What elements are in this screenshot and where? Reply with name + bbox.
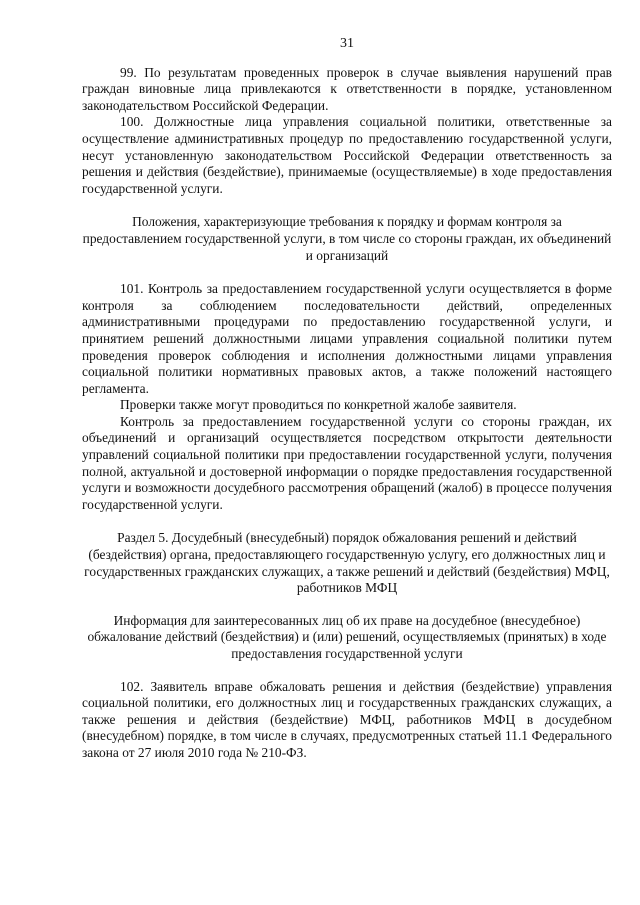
paragraph-101-citizens-control: Контроль за предоставлением государственной услуги со стороны граждан, их объединений и организаций осуществляется посредством открытости деятельности управлений социальной политики при предоставлении государственной услуги, получения полной, актуальной и достоверной информации о порядке предоставления государственной услуги и возможности досудебного рассмотрения обращений (жалоб) в процессе получения государственной услуги. bbox=[82, 413, 612, 512]
paragraph-102: 102. Заявитель вправе обжаловать решения и действия (бездействие) управления социальной политики, его должностных лиц и государственных гражданских служащих, а также решения и действия (бездействие) МФЦ, работников МФЦ в досудебном (внесудебном) порядке, в том числе в случаях, предусмотренных статьей 11.1 Федерального закона от 27 июля 2010 года № 210-ФЗ. bbox=[82, 678, 612, 760]
paragraph-100: 100. Должностные лица управления социальной политики, ответственные за осуществление административных процедур по предоставлению государственной услуги, несут установленную законодательством Российской Федерации ответственность за решения и действия (бездействие), принимаемые (осуществляемые) в ходе предоставления государственной услуги. bbox=[82, 114, 612, 196]
paragraph-101: 101. Контроль за предоставлением государственной услуги осуществляется в форме контроля за соблюдением последовательности действий, определенных административными процедурами по предоставлению государственной услуги, и принятием решений должностными лицами управления социальной политики путем проведения проверок соблюдения и исполнения должностными лицами управления социальной политики нормативных правовых актов, а также положений настоящего регламента. bbox=[82, 281, 612, 396]
heading-control-requirements: Положения, характеризующие требования к порядку и формам контроля за предоставлением государственной услуги, в том числе со стороны граждан, их объединений и организаций bbox=[82, 214, 612, 263]
paragraph-99: 99. По результатам проведенных проверок в случае выявления нарушений прав граждан виновные лица привлекаются к ответственности в порядке, установленном законодательством Российской Федерации. bbox=[82, 64, 612, 113]
heading-appeal-information: Информация для заинтересованных лиц об их праве на досудебное (внесудебное) обжалование действий (бездействия) и (или) решений, осуществляемых (принятых) в ходе предоставления государственной услуги bbox=[87, 612, 607, 661]
paragraph-101-checks: Проверки также могут проводиться по конкретной жалобе заявителя. bbox=[120, 397, 517, 413]
page-number: 31 bbox=[340, 36, 354, 51]
heading-section-5: Раздел 5. Досудебный (внесудебный) порядок обжалования решений и действий (бездействия) органа, предоставляющего государственную услугу, его должностных лиц и государственных гражданских служащих, а также решений и действий (бездействия) МФЦ, работников МФЦ bbox=[84, 530, 610, 596]
document-page bbox=[82, 36, 612, 762]
